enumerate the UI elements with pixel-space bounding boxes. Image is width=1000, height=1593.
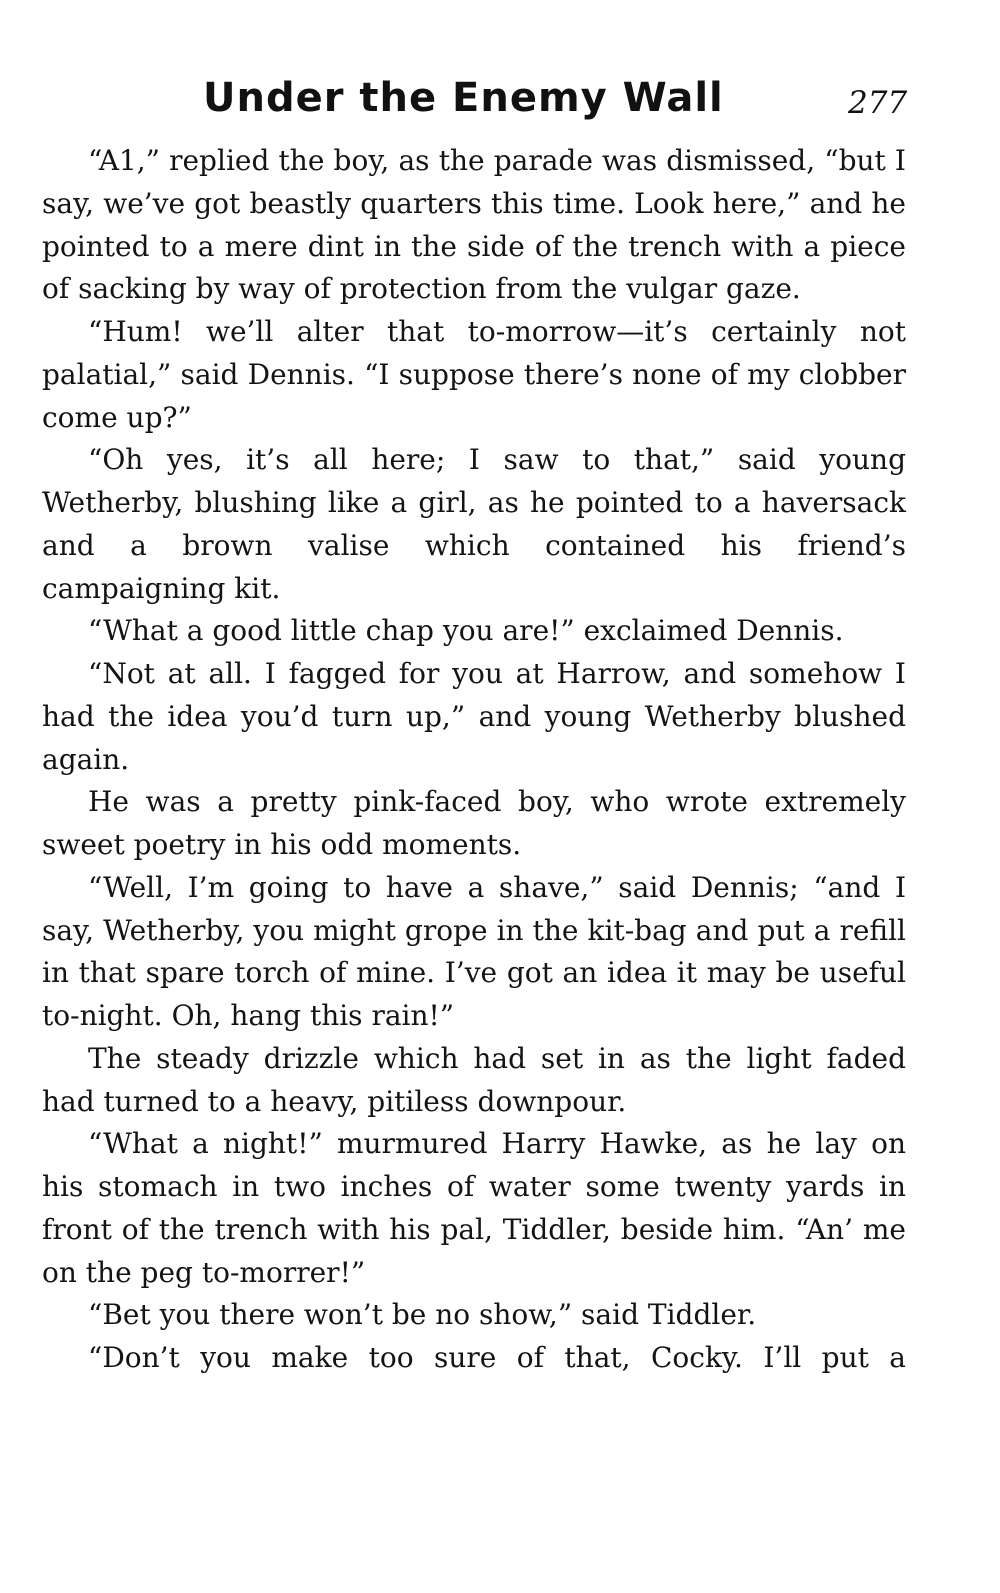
paragraph: “A1,” replied the boy, as the parade was dismissed, “but I say, we’ve got beastly quarters this time. Look here,” and he pointed to a mere dint in the side of the trench with a piece of sacking by way of protection from the vulgar gaze. xyxy=(42,144,906,306)
paragraph: “What a good little chap you are!” exclaimed Dennis. xyxy=(88,614,844,648)
paragraph: The steady drizzle which had set in as the light faded had turned to a heavy, pitiless downpour. xyxy=(42,1041,906,1118)
paragraph: “What a night!” murmured Harry Hawke, as he lay on his stomach in two inches of water some twenty yards in front of the trench with his pal, Tiddler, beside him. “An’ me on the peg to-morrer!” xyxy=(42,1127,906,1289)
page-header xyxy=(0,70,1000,130)
paragraph: He was a pretty pink-faced boy, who wrote extremely sweet poetry in his odd moments. xyxy=(42,785,906,861)
paragraph: “Oh yes, it’s all here; I saw to that,” said young Wetherby, blushing like a girl, as he pointed to a haversack and a brown valise which contained his friend’s campaigning kit. xyxy=(42,443,906,605)
paragraph: “Well, I’m going to have a shave,” said Dennis; “and I say, Wetherby, you might grope in the kit-bag and put a refill in that spare torch of mine. I’ve got an idea it may be useful to-night. Oh, hang this rain!” xyxy=(42,870,906,1032)
paragraph: “Not at all. I fagged for you at Harrow, and somehow I had the idea you’d turn up,” and young Wetherby blushed again. xyxy=(42,657,906,776)
body-text xyxy=(42,140,906,1380)
paragraph: “Hum! we’ll alter that to-morrow—it’s certainly not palatial,” said Dennis. “I suppose there’s none of my clobber come up?” xyxy=(42,315,906,434)
paragraph: “Bet you there won’t be no show,” said Tiddler. xyxy=(88,1298,757,1332)
paragraph-last-line: “Don’t you make too sure of that, Cocky. I’ll put a xyxy=(88,1341,906,1374)
page-number: 277 xyxy=(848,85,908,121)
running-title: Under the Enemy Wall xyxy=(203,75,724,121)
